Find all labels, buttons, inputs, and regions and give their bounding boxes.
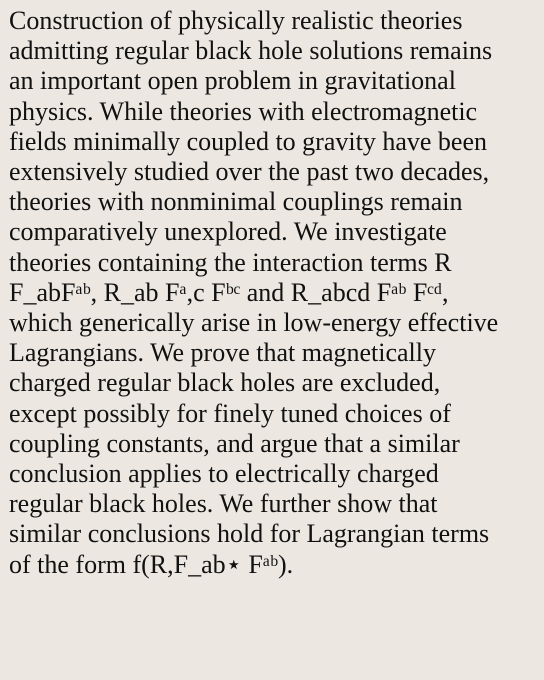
abstract-paragraph: Construction of physically realistic theories admitting regular black hole solutions remains an important open problem in gravitational physics. While theories with electromagnetic fields minimally coupled to gravity have been extensively studied over the past two decades, theories with nonminimal couplings remain comparatively unexplored. We investigate theories containing the interaction terms R F_abFᵃᵇ, R_ab Fᵃ,c Fᵇᶜ and R_abcd Fᵃᵇ Fᶜᵈ, which generically arise in low-energy effective Lagrangians. We prove that magnetically charged regular black holes are excluded, except possibly for finely tuned choices of coupling constants, and argue that a similar conclusion applies to electrically charged regular black holes. We further show that similar conclusions hold for Lagrangian terms of the form f(R,F_ab⋆ Fᵃᵇ).: [9, 6, 499, 579]
